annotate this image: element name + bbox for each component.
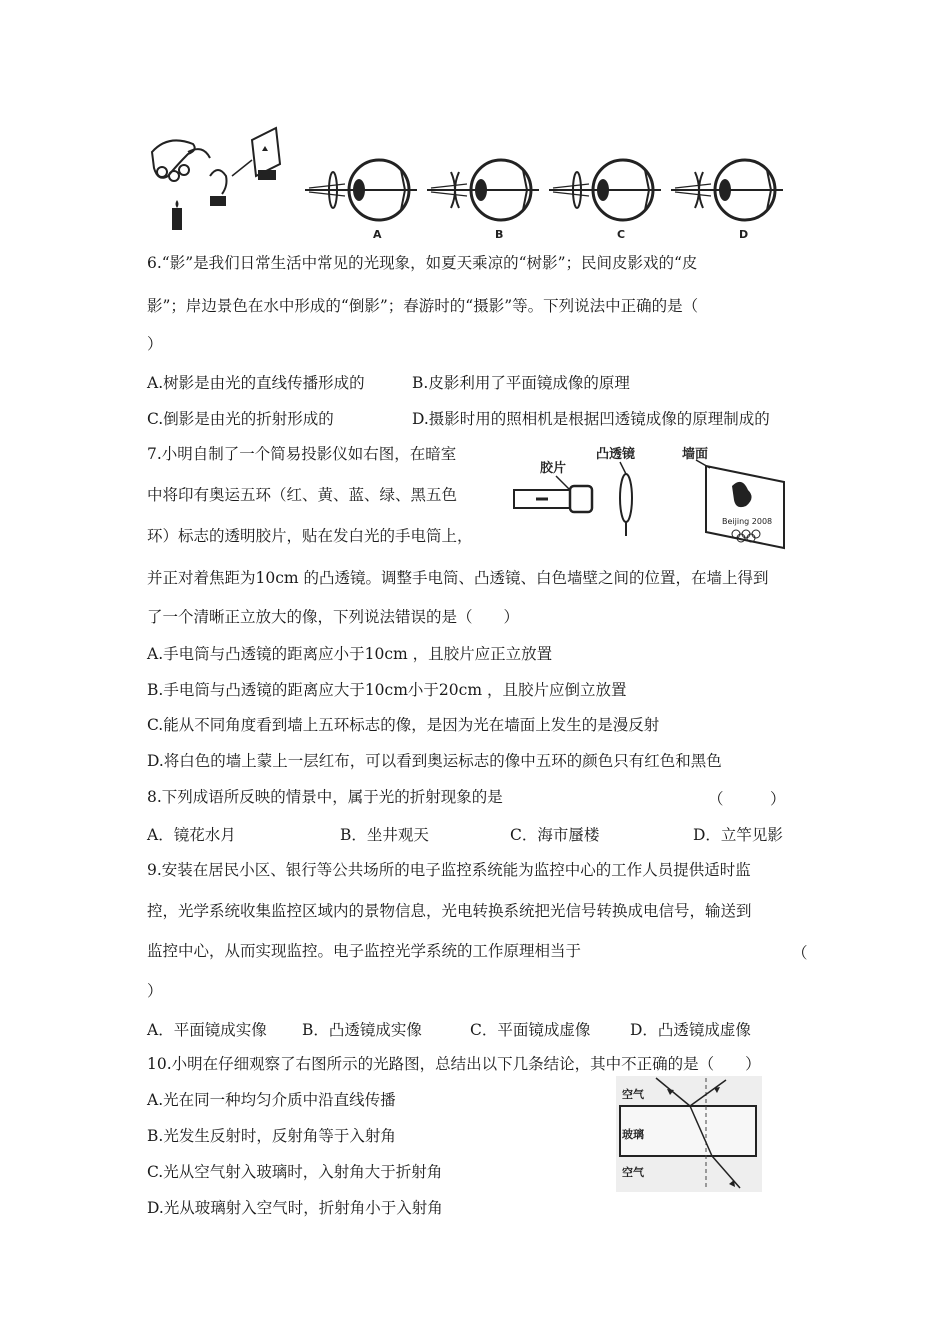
q7-option-b: B.手电筒与凸透镜的距离应大于10cm小于20cm ，且胶片应倒立放置 xyxy=(147,681,627,699)
q6-stem-line-1: 6.“影”是我们日常生活中常见的光现象，如夏天乘凉的“树影”；民间皮影戏的“皮 xyxy=(147,254,698,272)
q9-option-d: D．凸透镜成虚像 xyxy=(630,1021,751,1039)
q6-option-c: C.倒影是由光的折射形成的 xyxy=(147,410,334,428)
optics-bench-figure xyxy=(148,124,298,236)
eye-label-d: D xyxy=(739,228,749,240)
wall-label: 墙面 xyxy=(682,447,709,462)
q7-stem-line-4: 并正对着焦距为10cm 的凸透镜。调整手电筒、凸透镜、白色墙壁之间的位置，在墙上得到 xyxy=(147,569,769,587)
air-bottom-label: 空气 xyxy=(622,1166,644,1179)
eye-label-a: A xyxy=(373,228,382,240)
q8-answer-paren: （ ） xyxy=(708,790,786,808)
q9-stem-line-3: 监控中心，从而实现监控。电子监控光学系统的工作原理相当于 xyxy=(147,942,582,960)
q7-stem-line-5: 了一个清晰正立放大的像，下列说法错误的是（ ） xyxy=(147,608,520,626)
eye-label-b: B xyxy=(495,228,504,240)
q10-stem: 10.小明在仔细观察了右图所示的光路图，总结出以下几条结论，其中不正确的是（ ） xyxy=(147,1055,761,1073)
q7-option-d: D.将白色的墙上蒙上一层红布，可以看到奥运标志的像中五环的颜色只有红色和黑色 xyxy=(147,752,722,770)
q8-option-c: C．海市蜃楼 xyxy=(510,826,600,844)
eye-label-c: C xyxy=(617,228,626,240)
q8-option-a: A．镜花水月 xyxy=(147,826,236,844)
projector-figure xyxy=(510,440,795,550)
q10-option-c: C.光从空气射入玻璃时，入射角大于折射角 xyxy=(147,1163,443,1181)
q8-stem: 8.下列成语所反映的情景中，属于光的折射现象的是 xyxy=(147,788,503,806)
q6-stem-line-2: 影”；岸边景色在水中形成的“倒影”；春游时的“摄影”等。下列说法中正确的是（ xyxy=(147,297,699,315)
eye-diagrams-figure xyxy=(305,154,803,240)
q9-option-b: B．凸透镜成实像 xyxy=(302,1021,422,1039)
q10-option-a: A.光在同一种均匀介质中沿直线传播 xyxy=(147,1091,396,1109)
q9-stem-line-1: 9.安装在居民小区、银行等公共场所的电子监控系统能为监控中心的工作人员提供适时监 xyxy=(147,861,751,879)
light-path-figure xyxy=(616,1076,762,1192)
q6-option-d: D.摄影时用的照相机是根据凹透镜成像的原理制成的 xyxy=(412,410,770,428)
glass-label: 玻璃 xyxy=(622,1128,644,1141)
svg-text:Beijing 2008: Beijing 2008 xyxy=(722,517,773,526)
q9-option-a: A．平面镜成实像 xyxy=(147,1021,267,1039)
q8-option-d: D．立竿见影 xyxy=(693,826,783,844)
q8-option-b: B．坐井观天 xyxy=(340,826,429,844)
q7-stem-line-2: 中将印有奥运五环（红、黄、蓝、绿、黑五色 xyxy=(147,486,458,504)
q9-option-c: C．平面镜成虚像 xyxy=(470,1021,591,1039)
q10-option-b: B.光发生反射时，反射角等于入射角 xyxy=(147,1127,396,1145)
q6-option-a: A.树影是由光的直线传播形成的 xyxy=(147,374,365,392)
q9-answer-paren: （ xyxy=(792,944,808,962)
q7-stem-line-3: 环）标志的透明胶片，贴在发白光的手电筒上， xyxy=(147,527,473,545)
q9-stem-line-2: 控，光学系统收集监控区域内的景物信息，光电转换系统把光信号转换成电信号，输送到 xyxy=(147,902,752,920)
air-top-label: 空气 xyxy=(622,1088,644,1101)
film-label: 胶片 xyxy=(540,461,567,476)
q7-stem-line-1: 7.小明自制了一个简易投影仪如右图，在暗室 xyxy=(147,445,457,463)
q7-option-c: C.能从不同角度看到墙上五环标志的像，是因为光在墙面上发生的是漫反射 xyxy=(147,716,660,734)
q6-option-b: B.皮影利用了平面镜成像的原理 xyxy=(412,374,630,392)
q7-option-a: A.手电筒与凸透镜的距离应小于10cm ，且胶片应正立放置 xyxy=(147,645,553,663)
q9-stem-line-4: ） xyxy=(147,982,163,1000)
convex-lens-label: 凸透镜 xyxy=(596,447,636,462)
q10-option-d: D.光从玻璃射入空气时，折射角小于入射角 xyxy=(147,1199,443,1217)
q6-stem-line-3: ） xyxy=(147,335,163,353)
